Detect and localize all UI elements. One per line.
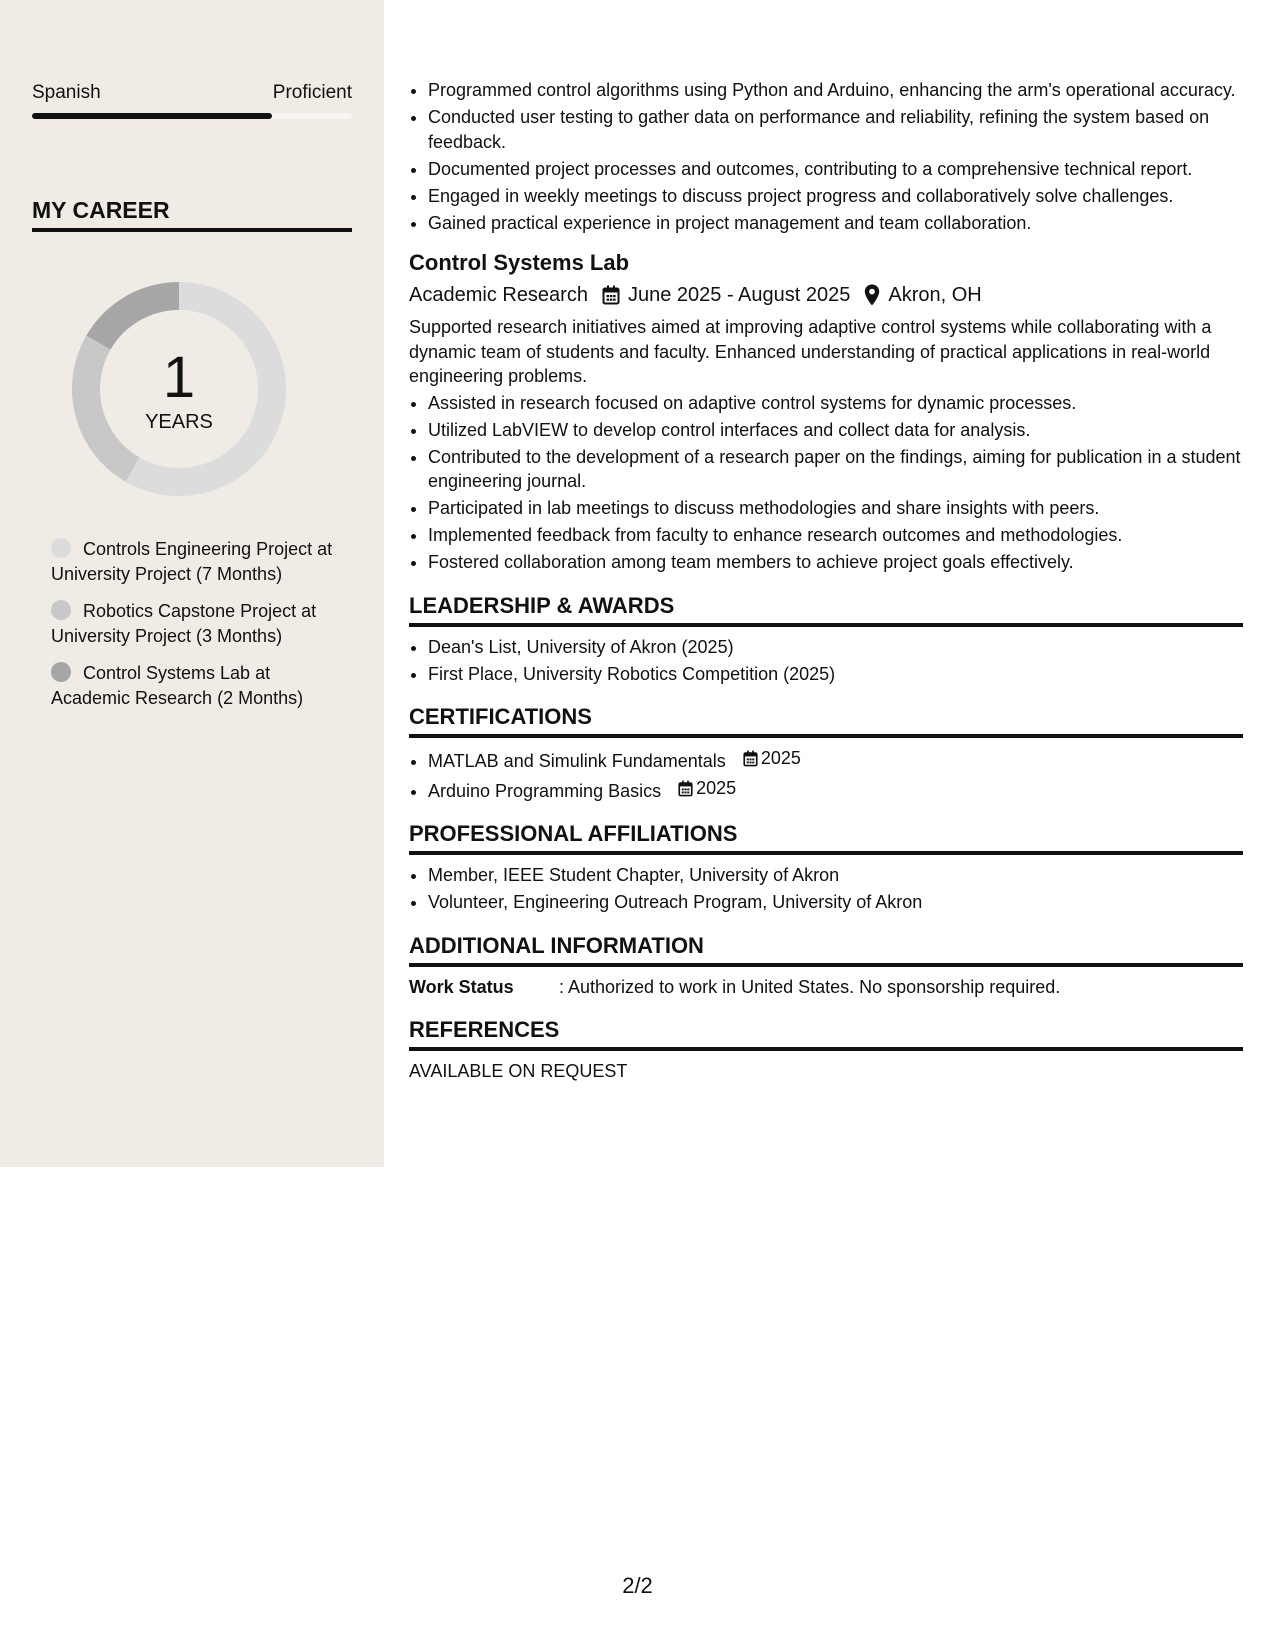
calendar-icon [743,750,758,767]
career-total-value: 1 [162,345,196,410]
job-location: Akron, OH [888,284,982,306]
references-section-title: REFERENCES [409,1016,1243,1051]
work-status-row [409,975,1243,999]
career-section-title: MY CAREER [32,196,352,232]
certifications-list [409,746,1243,803]
references-text: AVAILABLE ON REQUEST [409,1060,628,1081]
career-total-unit: YEARS [145,411,213,433]
certification-year: 2025 [696,777,737,798]
work-status-label: Work Status [409,976,514,997]
affiliations-list [409,863,1243,915]
career-legend-label: Control Systems Lab at Academic Research (2 Months) [51,663,304,708]
job-meta [409,281,1243,309]
page-number: 2/2 [622,1573,653,1598]
legend-dot-icon [51,538,71,558]
main-content [409,78,1243,1083]
certifications-section-title: CERTIFICATIONS [409,703,1243,738]
work-status-value: : Authorized to work in United States. No sponsorship required. [559,976,1061,997]
list-item: • Engaged in weekly meetings to discuss project progress and collaboratively solve challenges. [428,184,1243,209]
career-legend-item [51,661,341,711]
list-item: • Fostered collaboration among team members to achieve project goals effectively. [428,550,1243,575]
career-legend-item [51,537,341,587]
list-item [428,776,1243,803]
language-name: Spanish [32,82,101,103]
calendar-icon [678,780,693,797]
list-item: • Dean's List, University of Akron (2025) [428,635,1243,660]
list-item: • Implemented feedback from faculty to enhance research outcomes and methodologies. [428,523,1243,548]
certification-name: MATLAB and Simulink Fundamentals [428,750,726,771]
list-item: • Programmed control algorithms using Python and Arduino, enhancing the arm's operational accuracy. [428,78,1243,103]
language-proficiency-fill [32,113,272,119]
language-row [32,80,352,106]
job-dates: June 2025 - August 2025 [627,284,851,306]
list-item: • Participated in lab meetings to discuss methodologies and share insights with peers. [428,496,1243,521]
list-item: • Conducted user testing to gather data on performance and reliability, refining the system based on feedback. [428,105,1243,154]
career-legend-item [51,599,341,649]
career-donut-segment-3 [86,282,179,350]
list-item: • Member, IEEE Student Chapter, University of Akron [428,863,1243,888]
legend-dot-icon [51,600,71,620]
calendar-icon [602,285,620,305]
sidebar [0,0,384,1167]
leadership-section-title: LEADERSHIP & AWARDS [409,592,1243,627]
language-level: Proficient [272,82,352,103]
job-bullets [409,391,1243,575]
job-description: Supported research initiatives aimed at improving adaptive control systems while collaborating with a dynamic team of students and faculty. Enhanced understanding of practical applications in real-world engineering problems. [409,317,1212,386]
location-pin-icon [864,284,880,306]
certification-year: 2025 [760,748,801,768]
list-item [428,746,1243,773]
previous-job-bullets [409,78,1243,235]
career-legend-label: Robotics Capstone Project at University Project (3 Months) [51,601,317,646]
career-legend-label: Controls Engineering Project at University Project (7 Months) [51,539,333,584]
list-item: • Assisted in research focused on adaptive control systems for dynamic processes. [428,391,1243,416]
list-item: • Utilized LabVIEW to develop control interfaces and collect data for analysis. [428,418,1243,443]
list-item: • Documented project processes and outcomes, contributing to a comprehensive technical report. [428,157,1243,182]
list-item: • Gained practical experience in project management and team collaboration. [428,211,1243,236]
list-item: • Volunteer, Engineering Outreach Program, University of Akron [428,890,1243,915]
legend-dot-icon [51,662,71,682]
job-title: Control Systems Lab [409,250,630,275]
leadership-list [409,635,1243,687]
additional-info-section-title: ADDITIONAL INFORMATION [409,932,1243,967]
job-organization: Academic Research [409,284,588,306]
affiliations-section-title: PROFESSIONAL AFFILIATIONS [409,820,1243,855]
career-legend [51,537,341,723]
language-proficiency-bar [32,113,352,119]
list-item: • Contributed to the development of a research paper on the findings, aiming for publication in a student engineering journal. [428,445,1243,494]
list-item: • First Place, University Robotics Competition (2025) [428,662,1243,687]
certification-name: Arduino Programming Basics [428,780,662,801]
